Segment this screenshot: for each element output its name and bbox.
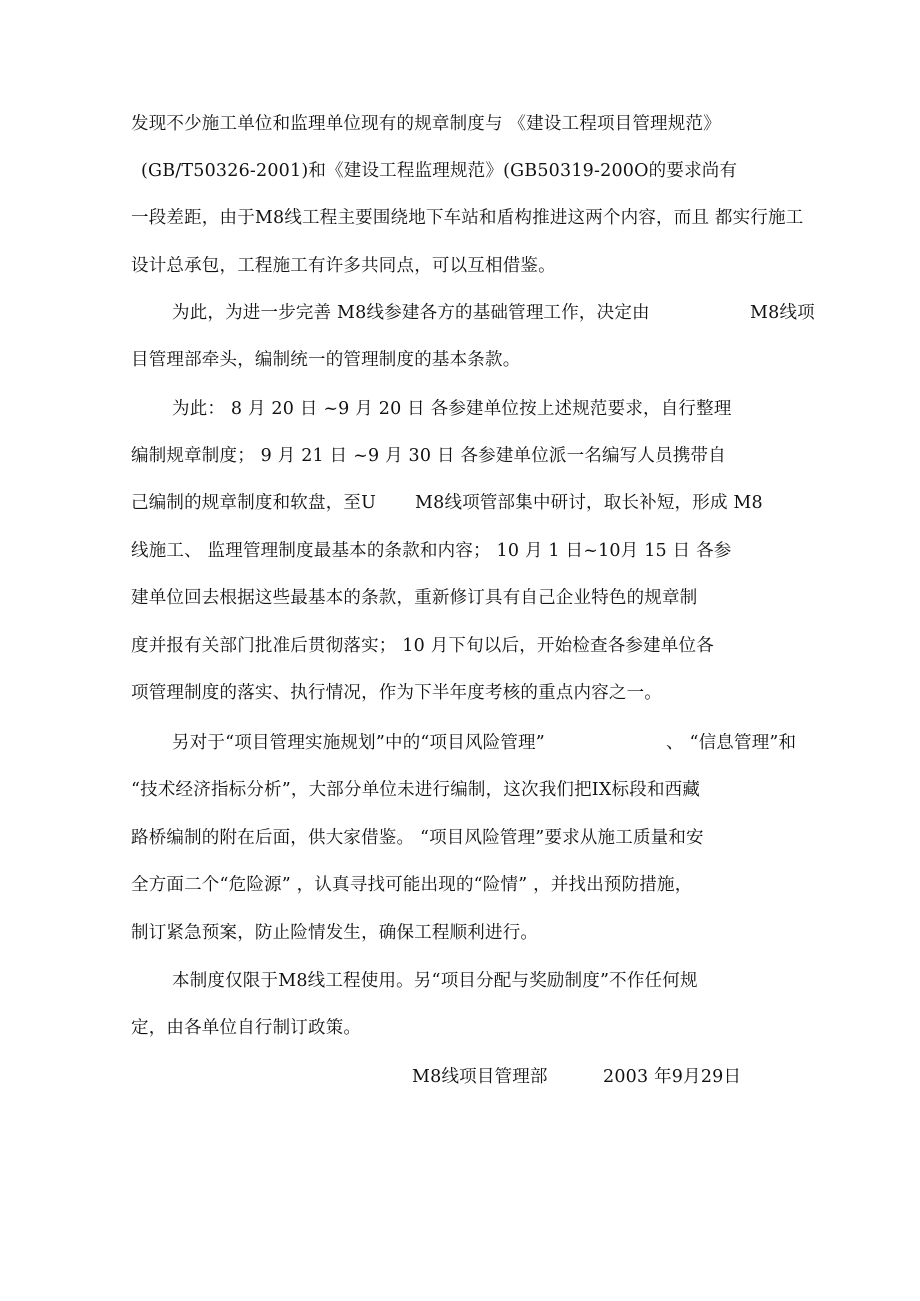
text-line: 设计总承包，工程施工有许多共同点，可以互相借鉴。 [131,256,556,276]
text-line: M8线项管部集中研讨，取长补短，形成 M8 [415,493,763,513]
text-line: 本制度仅限于M8线工程使用。另“项目分配与奖励制度”不作任何规 [172,971,698,991]
text-line: 另对于“项目管理实施规划”中的“项目风险管理” [172,733,545,753]
text-line: 为此，为进一步完善 M8线参建各方的基础管理工作，决定由 [172,303,650,323]
text-line: 路桥编制的附在后面，供大家借鉴。 “项目风险管理”要求从施工质量和安 [131,828,704,848]
text-line: (GB/T50326-2001)和《建设工程监理规范》(GB50319-200O的要求尚有 [141,161,738,181]
signature-date: 2003 年9月29日 [603,1067,742,1087]
text-line: 制订紧急预案，防止险情发生，确保工程顺利进行。 [131,923,539,943]
text-line: 己编制的规章制度和软盘，至U [131,493,377,513]
text-line: 目管理部牵头，编制统一的管理制度的基本条款。 [131,350,521,370]
text-line: 线施工、 监理管理制度最基本的条款和内容； 10 月 1 日~10月 15 日 各参 [131,541,732,561]
text-line: 编制规章制度； 9 月 21 日 ~9 月 30 日 各参建单位派一名编写人员携带自 [131,446,726,466]
text-line: 为此： 8 月 20 日 ~9 月 20 日 各参建单位按上述规范要求，自行整理 [172,399,732,419]
text-line: 发现不少施工单位和监理单位现有的规章制度与 《建设工程项目管理规范》 [131,114,721,134]
text-line: M8线项 [750,303,815,323]
text-line: 度并报有关部门批准后贯彻落实； 10 月下旬以后，开始检查各参建单位各 [131,636,714,656]
text-line: 、 “信息管理”和 [666,733,797,753]
text-line: 定，由各单位自行制订政策。 [131,1018,362,1038]
text-line: 项管理制度的落实、执行情况，作为下半年度考核的重点内容之一。 [131,683,662,703]
text-line: 建单位回去根据这些最基本的条款，重新修订具有自己企业特色的规章制 [131,588,698,608]
text-line: “技术经济指标分析”，大部分单位未进行编制，这次我们把IX标段和西藏 [131,780,701,800]
text-line: 全方面二个“危险源” ，认真寻找可能出现的“险情” ，并找出预防措施， [131,875,693,895]
signature-org: M8线项目管理部 [412,1067,548,1087]
text-line: 一段差距，由于M8线工程主要围绕地下车站和盾构推进这两个内容，而且 都实行施工 [131,208,804,228]
